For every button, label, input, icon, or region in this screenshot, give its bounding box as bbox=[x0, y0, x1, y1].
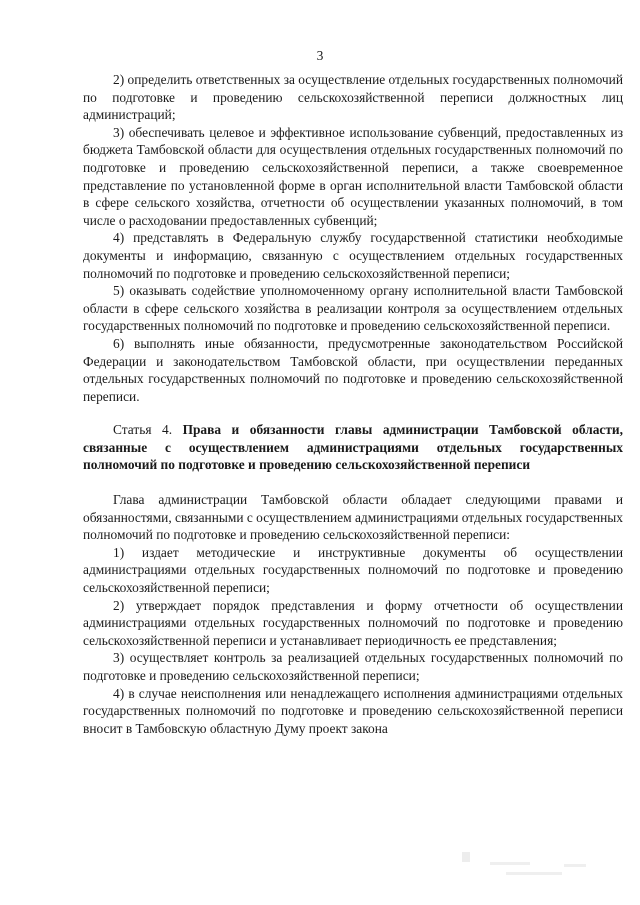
article-item-4: 4) в случае неисполнения или ненадлежащего исполнения администрациями отдельных государственных полномочий по подготовке и проведению сельскохозяйственной переписи вносит в Тамбовскую областную Думу проект закона bbox=[83, 685, 623, 736]
faint-stamp-mark bbox=[460, 848, 610, 888]
article-intro-paragraph: Глава администрации Тамбовской области обладает следующими правами и обязанностями, связанными с осуществлением администрациями отдельных государственных полномочий по подготовке и проведению сельскохозяйственной переписи: bbox=[83, 492, 623, 543]
stamp-graphic bbox=[460, 848, 610, 888]
article-item-2: 2) утверждает порядок представления и форму отчетности об осуществлении администрациями отдельных государственных полномочий по подготовке и проведению сельскохозяйственной переписи и устанавливает периодичность ее представления; bbox=[83, 597, 623, 648]
page-number: 3 bbox=[316, 48, 324, 63]
document-body bbox=[83, 71, 623, 737]
paragraph-item-4: 4) представлять в Федеральную службу государственной статистики необходимые документы и информацию, связанную с осуществлением отдельных государственных полномочий по подготовке и проведению сельскохозяйственной переписи; bbox=[83, 230, 623, 281]
paragraph-item-3: 3) обеспечивать целевое и эффективное использование субвенций, предоставленных из бюджета Тамбовской области для осуществления отдельных государственных полномочий по подготовке и проведению сельскохозяйственной переписи, а также своевременное представление по установленной форме в орган исполнительной власти Тамбовской области в сфере сельского хозяйства, отчетности об осуществлении указанных полномочий, в том числе о расходовании предоставленных субвенций; bbox=[83, 124, 623, 228]
article-item-3: 3) осуществляет контроль за реализацией отдельных государственных полномочий по подготовке и проведению сельскохозяйственной переписи; bbox=[83, 650, 623, 683]
article-heading bbox=[83, 421, 623, 474]
paragraph-item-5: 5) оказывать содействие уполномоченному органу исполнительной власти Тамбовской области в сфере сельского хозяйства в реализации контроля за осуществлением отдельных государственных полномочий по подготовке и проведению сельскохозяйственной переписи. bbox=[83, 283, 623, 334]
paragraph-item-6: 6) выполнять иные обязанности, предусмотренные законодательством Российской Федерации и законодательством Тамбовской области, при осуществлении переданных отдельных государственных полномочий по подготовке и проведению сельскохозяйственной переписи. bbox=[83, 335, 623, 404]
paragraph-item-2: 2) определить ответственных за осуществление отдельных государственных полномочий по подготовке и проведению сельскохозяйственной переписи должностных лиц администраций; bbox=[83, 72, 623, 123]
article-label: Статья 4. bbox=[113, 422, 173, 438]
article-title: Права и обязанности главы администрации Тамбовской области, связанные с осуществлением администрациями отдельных государственных полномочий по подготовке и проведению сельскохозяйственной переписи bbox=[83, 422, 623, 473]
article-item-1: 1) издает методические и инструктивные документы об осуществлении администрациями отдельных государственных полномочий по подготовке и проведению сельскохозяйственной переписи; bbox=[83, 544, 623, 596]
